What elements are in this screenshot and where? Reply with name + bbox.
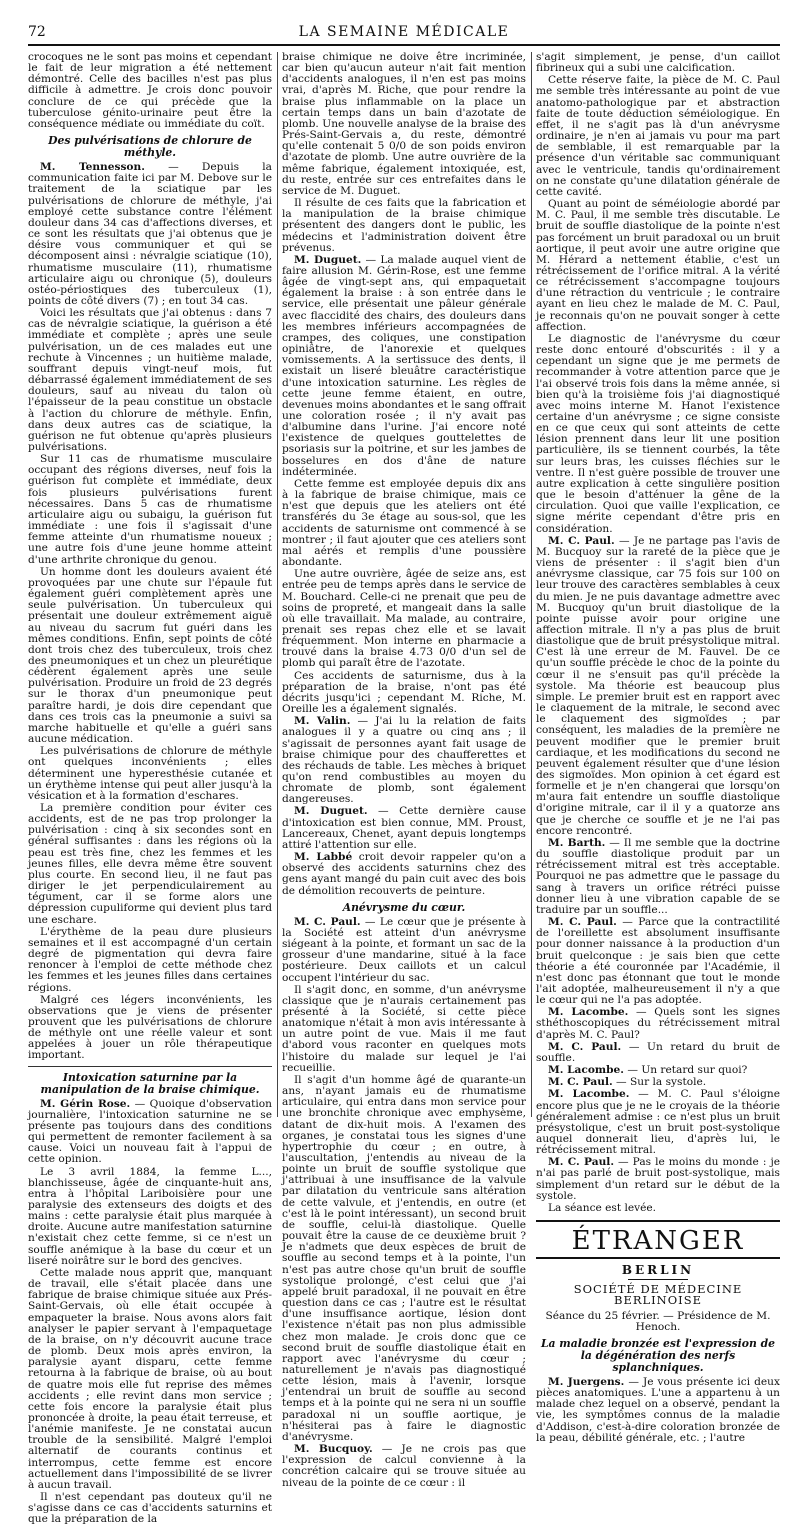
header-rule (28, 44, 780, 46)
column-2 (282, 51, 527, 1489)
speaker-name: M. Valin. (294, 715, 351, 728)
paragraph-text: — Un retard sur quoi? (623, 1064, 748, 1077)
paragraph: Le diagnostic de l'anévrysme du cœur reste donc entouré d'obscurités : il y a cependant un signe que je me permets de recommander à votre attention parce que je l'ai observé trois fois dans la même année, si bien qu'à la troisième fois j'ai diagnostiqué avec moins interne M. Hanot l'existence certaine d'un anévrysme ; ce signe consiste en ce que ceux qui sont atteints de cette lésion prennent dans leur lit une position particulière, ils se tiennent courbés, la tête sur leurs bras, les cuisses fléchies sur le ventre. Il n'est guère possible de trouver une autre explication à cette singulière position que le besoin d'atténuer la gêne de la circulation. Quoi que vaille l'explication, ce signe mérite cependant d'être pris en considération. (536, 332, 780, 535)
paragraph-text: — Un retard du bruit de souffle. (536, 1040, 780, 1064)
paragraph: La première condition pour éviter ces accidents, est de ne pas trop prolonger la pulvérisation : cinq à six secondes sont en général suffisantes : dans les régions où la peau est très fine, chez les femmes et les jeunes filles, elle devra même être souvent plus courte. En second lieu, il ne faut pas diriger le jet perpendiculairement au tégument, car il se forme alors une dépression cupuliforme qui devient plus tard une eschare. (28, 802, 272, 926)
paragraph: Malgré ces légers inconvénients, les observations que je viens de présenter prouvent que les pulvérisations de chlorure de méthyle ont une réelle valeur et sont appelées à jouer un rôle thérapeutique important. (28, 993, 272, 1062)
dialogue-line (536, 1157, 780, 1202)
session-line: Séance du 25 février. — Présidence de M. Henoch. (545, 1309, 771, 1333)
speaker-name: M. Tennesson. (40, 161, 145, 174)
paragraph (282, 1444, 526, 1489)
divider (28, 1066, 272, 1067)
paragraph-text: — La malade auquel vient de faire allusion M. Gérin-Rose, est une femme âgée de vingt-sept ans, qui empaquetait également la braise : à son entrée dans le service, elle présentait une pâleur générale avec flaccidité des chairs, des douleurs dans les membres inférieurs accompagnées de crampes, des coliques, une constipation opiniâtre, de l'anorexie et quelques vomissements. A la sertissuce des dents, il existait un liseré bleuâtre caractéristique d'une intoxication saturnine. Les règles de cette jeune femme étaient, en outre, devenues moins abondantes et le sang offrait une coloration rosée ; il n'y avait pas d'albumine dans l'urine. J'ai encore noté l'existence de quelques gouttelettes de psoriasis sur la poitrine, et sur les jambes de bosselures en dos d'âne de nature indéterminée. (282, 253, 526, 478)
paragraph (536, 838, 780, 916)
speaker-name: M. C. Paul. (294, 915, 361, 928)
dialogue-line (536, 1077, 780, 1088)
paragraph (536, 536, 780, 837)
section-heading: La maladie bronzée est l'expression de la dégénération des nerfs splanchniques. (540, 1336, 776, 1374)
speaker-name: M. Juergens. (548, 1375, 625, 1388)
paragraph (282, 255, 526, 478)
speaker-name: M. Gérin Rose. (40, 1097, 131, 1110)
paragraph-text: — Cette dernière cause d'intoxication est bien connue, MM. Proust, Lancereaux, Chenet, ayant depuis longtemps attiré l'attention sur elle. (282, 805, 526, 851)
closing-line: La séance est levée. (548, 1201, 657, 1214)
city-heading: BERLIN (621, 1263, 695, 1278)
paragraph: Les pulvérisations de chlorure de méthyle ont quelques inconvénients ; elles déterminent une hyperesthésie cutanée et un érythème intense qui peut aller jusqu'à la vésication et à la formation d'eschares. (28, 745, 272, 802)
paragraph: s'agit simplement, je pense, d'un caillot fibrineux qui a subi une calcification. (536, 51, 780, 75)
speaker-name: M. Bucquoy. (294, 1443, 373, 1456)
paragraph-text: — Quels sont les signes sthéthoscopiques du rétrécissement mitral d'après M. C. Paul? (536, 1006, 781, 1041)
paragraph (282, 806, 526, 851)
paragraph: Il n'est cependant pas douteux qu'il ne s'agisse dans ce cas d'accidents saturnins et que la préparation de la (28, 1491, 272, 1526)
section-heading: Anévrysme du cœur. (342, 900, 466, 914)
paragraph: Voici les résultats que j'ai obtenus : dans 7 cas de névralgie sciatique, la guérison a été immédiate et complète ; après une seule pulvérisation, un de ces malades eut une rechute à Vincennes ; un huitième malade, souffrant depuis vingt-neuf mois, fut débarrassé également immédiatement de ses douleurs, sauf au niveau du talon où l'épaisseur de la peau constitue un obstacle à l'action du chlorure de méthyle. Enfin, dans deux autres cas de sciatique, la guérison ne fut obtenue qu'après plusieurs pulvérisations. (28, 307, 272, 453)
paragraph (282, 917, 526, 984)
speaker-name: M. Barth. (548, 836, 606, 849)
speaker-name: M. C. Paul. (548, 1040, 622, 1053)
paragraph: Il s'agit donc, en somme, d'un anévrysme classique que je n'aurais certainement pas présenté à la Société, si cette pièce anatomique n'était à mon avis intéressante à un autre point de vue. Mais il me faut d'abord vous raconter en quelques mots l'histoire du malade sur lequel je l'ai recueillie. (282, 983, 526, 1074)
paragraph: Cette réserve faite, la pièce de M. C. Paul me semble très intéressante au point de vue anatomo-pathologique par et abstraction faite de toute déduction séméiologique. En effet, il ne s'agit pas là d'un anévrysme ordinaire, je n'en ai jamais vu pour ma part de semblable, il est remarquable par la présence d'un véritable sac communiquant avec le ventricule, tandis qu'ordinairement on ne constate qu'une dilatation générale de cette cavité. (536, 74, 780, 198)
journal-page (28, 22, 781, 1526)
column-1 (28, 51, 273, 1526)
divider (628, 1279, 688, 1280)
paragraph (28, 1099, 272, 1166)
speaker-name: M. Labbé (294, 851, 353, 864)
speaker-name: M. Lacombe. (548, 1006, 629, 1019)
speaker-name: M. C. Paul. (548, 1076, 613, 1089)
paragraph: Un homme dont les douleurs avaient été provoquées par une chute sur l'épaule fut également guéri complètement après une seule pulvérisation. Un tuberculeux qui présentait une douleur extrêmement aiguë au niveau du sacrum fut guéri dans les mêmes conditions. Enfin, sept points de côté dont trois chez des tuberculeux, trois chez des pneumoniques et un chez un pleurétique cédèrent également après une seule pulvérisation. Produire un froid de 23 degrés sur le thorax d'un pneumonique peut paraître hardi, je dois dire cependant que dans ces trois cas la pneumonie a suivi sa marche habituelle et qu'elle a guéri sans aucune médication. (28, 565, 272, 746)
paragraph: Cette femme est employée depuis dix ans à la fabrique de braise chimique, mais ce n'est que depuis que les ateliers ont été transférés du 3e étage au sous-sol, que les accidents de saturnisme ont commencé à se montrer ; il faut ajouter que ces ateliers sont mal aérés et remplis d'une poussière abondante. (282, 477, 526, 569)
paragraph: braise chimique ne doive être incriminée, car bien qu'aucun auteur n'ait fait mention d'accidents analogues, il n'en est pas moins vrai, d'après M. Riche, que pour rendre la braise plus inflammable on la place un certain temps dans un bain d'azotate de plomb. Une nouvelle analyse de la braise des Prés-Saint-Gervais a, du reste, démontré qu'elle contenait 5 0/0 de son poids environ d'azotate de plomb. Une autre ouvrière de la même fabrique, également intoxiquée, est, du reste, entrée sur ces entrefaites dans le service de M. Duguet. (282, 51, 526, 197)
paragraph: Le 3 avril 1884, la femme L..., blanchisseuse, âgée de cinquante-huit ans, entra à l'hôpital Lariboisière pour une paralysie des extenseurs des doigts et des mains : cette paralysie était plus marquée à droite. Aucune autre manifestation saturnine n'existait chez cette femme, si ce n'est un souffle anémique à la base du cœur et un liseré noirâtre sur le bord des gencives. (28, 1165, 272, 1267)
dialogue-line (536, 1042, 780, 1064)
paragraph (282, 852, 526, 897)
section-heading: Intoxication saturnine par la manipulation de la braise chimique. (40, 1070, 260, 1096)
speaker-name: M. C. Paul. (548, 1156, 615, 1169)
speaker-name: M. Lacombe. (548, 1064, 624, 1077)
paragraph: Ces accidents de saturnisme, dus à la préparation de la braise, n'ont pas été décrits jusqu'ici ; cependant M. Riche, M. Oreille les a également signalés. (282, 669, 526, 716)
paragraph: Sur 11 cas de rhumatisme musculaire occupant des régions diverses, neuf fois la guérison fut complète et immédiate, deux fois plusieurs pulvérisations furent nécessaires. Dans 5 cas de rhumatisme articulaire aigu ou subaigu, la guérison fut immédiate : une fois il s'agissait d'une femme atteinte d'un rhumatisme noueux ; une autre fois d'une jeune homme atteint d'une arthrite chronique du genou. (28, 453, 272, 566)
dialogue-line (536, 1065, 780, 1076)
paragraph-text: — Je ne partage pas l'avis de M. Bucquoy sur la rareté de la pièce que je viens de présenter : il s'agit bien d'un anévrysme classique, car 75 fois sur 100 on leur trouve des caractères semblables à ceux du mien. Je ne puis davantage admettre avec M. Bucquoy qu'un bruit diastolique de la pointe puisse avoir pour origine une affection mitrale. Il n'y a pas plus de bruit diastolique que de bruit présystolique mitral. C'est là une erreur de M. Fauvel. De ce qu'un souffle précède le choc de la pointe du cœur il ne s'ensuit pas qu'il précède la systole. Ma théorie est beaucoup plus simple. Le premier bruit est en rapport avec le claquement de la mitrale, le second avec le claquement des sigmoïdes ; par conséquent, les maladies de la première ne peuvent modifier que le premier bruit cardiaque, et les modifications du second ne peuvent également résulter que d'une lésion des sigmoïdes. Mon opinion à cet égard est formelle et je n'en changerai que lorsqu'on m'aura fait entendre un souffle diastolique d'origine mitrale, car il il y a quatorze ans que je cherche ce souffle et je ne l'ai pas encore rencontré. (536, 534, 781, 837)
dialogue-line (536, 1007, 780, 1040)
paragraph: Il résulte de ces faits que la fabrication et la manipulation de la braise chimique présentent des dangers dont le public, les médecins et l'administration doivent être prévenus. (282, 197, 526, 254)
paragraph-text: — Depuis la communication faite ici par M. Debove sur le traitement de la sciatique par les pulvérisations de chlorure de méthyle, j'ai employé cette substance contre l'élément douleur dans 34 cas d'affections diverses, et ce sont les résultats que j'ai obtenus que je désire vous communiquer et qui se décomposent ainsi : névralgie sciatique (10), rhumatisme musculaire (11), rhumatisme articulaire aigu ou chronique (5), douleurs ostéo-périostiques des tuberculeux (1), points de côté divers (7) ; en tout 34 cas. (28, 161, 273, 307)
paragraph-text: — Je vous présente ici deux pièces anatomiques. L'une a appartenu à un malade chez lequel on a observé, pendant la vie, les symptômes connus de la maladie d'Addison, c'est-à-dire coloration bronzée de la peau, débilité générale, etc. ; l'autre (536, 1375, 780, 1444)
paragraph-text: — M. C. Paul s'éloigne encore plus que je ne le croyais de la théorie généralement admise : ce n'est plus un bruit présystolique, c'est un bruit post-systolique auquel donnerait lieu, d'après lui, le rétrécissement mitral. (536, 1088, 780, 1157)
paragraph: crocoques ne le sont pas moins et cependant le fait de leur migration a été nettement démontré. Celle des bacilles n'est pas plus difficile à admettre. Je crois donc pouvoir conclure de ce qui précède que la tuberculose génito-urinaire peut être la conséquence médiate ou immédiate du coït. (28, 51, 272, 130)
paragraph: Une autre ouvrière, âgée de seize ans, est entrée peu de temps après dans le service de M. Bouchard. Celle-ci ne prenait que peu de soins de propreté, et mangeait dans la salle où elle travaillait. Ma malade, au contraire, prenait ses repas chez elle et se lavait fréquemment. Mon interne en pharmacie a trouvé dans la braise 4.73 0/0 d'un sel de plomb qui paraît être de l'azotate. (282, 568, 526, 670)
paragraph-text: — Parce que la contractilité de l'oreillette est absolument insuffisante pour donner naissance à la production d'un bruit quelconque : je sais bien que cette théorie a été couronnée par l'Académie, il n'est donc pas étonnant que tout le monde l'ait adoptée, malheureusement il n'y a que le cœur qui ne l'a pas adoptée. (536, 916, 780, 1007)
paragraph: Cette malade nous apprit que, manquant de travail, elle s'était placée dans une fabrique de braise chimique située aux Prés-Saint-Gervais, où elle était occupée à empaqueter la braise. Nous avons alors fait analyser le papier servant à l'empaquetage de la braise, on n'y découvrit aucune trace de plomb. Deux mois après environ, la paralysie ayant disparu, cette femme retourna à la fabrique de braise, où au bout de quatre mois elle fut reprise des mêmes accidents ; elle revint dans mon service ; cette fois encore la paralysie était plus prononcée à droite, la peau était terreuse, et l'anémie manifeste. Je ne constatai aucun trouble de la sensibilité. Malgré l'emploi alternatif de courants continus et interrompus, cette femme est encore actuellement dans l'impossibilité de se livrer à aucun travail. (28, 1266, 272, 1491)
paragraph: L'érythème de la peau dure plusieurs semaines et il est accompagné d'un certain degré de pigmentation qui devra faire renoncer à l'emploi de cette méthode chez les femmes et les jeunes filles dans certaines régions. (28, 925, 272, 994)
speaker-name: M. Lacombe. (548, 1088, 630, 1101)
paragraph (536, 917, 780, 1006)
paragraph: Il s'agit d'un homme âgé de quarante-un ans, n'ayant jamais eu de rhumatisme articulaire, qui entra dans mon service pour une bronchite chronique avec emphysème, datant de dix-huit mois. A l'examen des organes, je constatai tous les signes d'une hypertrophie du cœur ; en outre, à l'auscultation, j'entendis au niveau de la pointe un bruit de souffle systolique que j'attribuai à une insuffisance de la valvule par dilatation du ventricule sans altération de cette valvule, et j'entendis, en outre (et c'est là le point intéressant), un second bruit de souffle, celui-là diastolique. Quelle pouvait être la cause de ce deuxième bruit ? Je n'admets que deux espèces de bruit de souffle au second temps et à la pointe, l'un n'est pas autre chose qu'un bruit de souffle systolique prolongé, c'est celui que j'ai appelé bruit paradoxal, il ne pouvait en être question dans ce cas ; l'autre est le résultat d'une insuffisance aortique, lésion dont l'existence n'était pas non plus admissible chez mon malade. Je crois donc que ce second bruit de souffle diastolique était en rapport avec l'anévrysme du cœur ; naturellement je n'avais pas diagnostiqué cette lésion, mais à l'avenir, lorsque j'entendrai un bruit de souffle au second temps et à la pointe qui ne sera ni un souffle paradoxal ni un souffle aortique, je n'hésiterai pas à faire le diagnostic d'anévrysme. (282, 1073, 526, 1443)
paragraph-text: — Pas le moins du monde : je n'ai pas parlé de bruit post-systolique, mais simplement d'un retard sur le début de la systole. (536, 1156, 780, 1202)
page-number: 72 (28, 24, 46, 40)
paragraph (282, 716, 526, 805)
paragraph-text: croit devoir rappeler qu'on a observé des accidents saturnins chez des gens ayant mangé du pain cuit avec des bois de démolition recouverts de peinture. (282, 851, 526, 897)
paragraph-text: — Le cœur que je présente à la Société est atteint d'un anévrysme siégeant à la pointe, et formant un sac de la grosseur d'une mandarine, situé à la face postérieure. Deux caillots et un calcul occupent l'intérieur du sac. (282, 915, 526, 984)
paragraph: Quant au point de séméiologie abordé par M. C. Paul, il me semble très discutable. Le bruit de souffle diastolique de la pointe n'est pas forcément un bruit paradoxal ou un bruit aortique, il peut avoir une autre origine que M. Hérard a nettement établie, c'est un rétrécissement de l'orifice mitral. A la vérité ce rétrécissement s'accompagne toujours d'une rétraction du ventricule ; le contraire ayant en lieu chez le malade de M. C. Paul, je reconnais qu'on ne pouvait songer à cette affection. (536, 198, 780, 333)
speaker-name: M. C. Paul. (548, 916, 617, 929)
paragraph-text: — J'ai lu la relation de faits analogues il y a quatre ou cinq ans ; il s'agissait de personnes ayant fait usage de braise chimique pour des chaufferettes et des réchauds de table. Les mèches à briquet qu'on rend combustibles au moyen du chromate de plomb, sont également dangereuses. (282, 715, 526, 806)
paragraph-text: — Quoique d'observation journalière, l'intoxication saturnine ne se présente pas toujours dans des conditions qui permettent de remonter facilement à sa cause. Voici un nouveau fait à l'appui de cette opinion. (28, 1097, 272, 1166)
page-header (28, 22, 780, 42)
dialogue-line (536, 1089, 780, 1156)
paragraph (28, 162, 272, 307)
speaker-name: M. Duguet. (294, 253, 362, 266)
column-3 (536, 51, 781, 1444)
paragraph (536, 1377, 780, 1444)
running-title: LA SEMAINE MÉDICALE (298, 24, 510, 40)
speaker-name: M. Duguet. (294, 805, 368, 818)
paragraph-text: — Je ne crois pas que l'expression de calcul convienne à la concrétion calcaire qui se trouve située au niveau de la pointe de ce cœur : il (282, 1443, 527, 1489)
speaker-name: M. C. Paul. (548, 534, 615, 547)
paragraph-text: — Il me semble que la doctrine du souffle diastolique produit par un rétrécissement mitral est très acceptable. Pourquoi ne pas admettre que le passage du sang à travers un orifice rétréci puisse donner lieu à une vibration capable de se traduire par un souffle... (536, 836, 780, 916)
society-name: SOCIÉTÉ DE MÉDECINE BERLINOISE (573, 1282, 743, 1308)
section-heading: Des pulvérisations de chlorure de méthyle. (48, 134, 252, 160)
text-columns (28, 51, 781, 1526)
paragraph-text: — Sur la systole. (612, 1076, 707, 1089)
section-banner: ÉTRANGER (536, 1220, 780, 1259)
